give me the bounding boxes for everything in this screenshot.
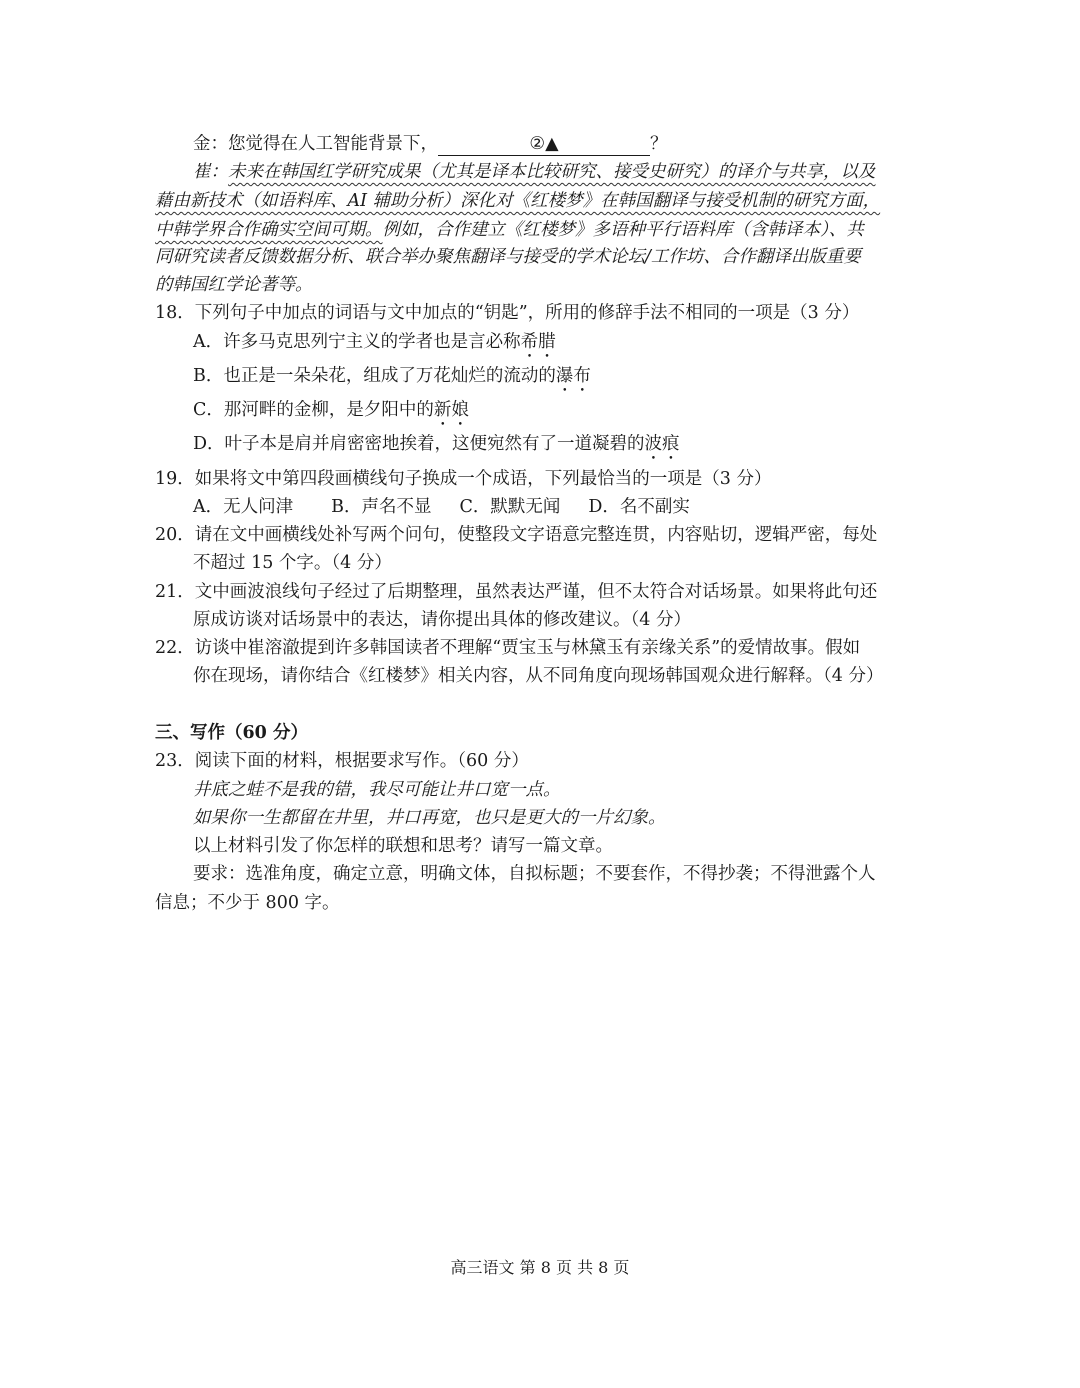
question-21-line-2: 原成访谈对话场景中的表达，请你提出具体的修改建议。（4 分） (193, 610, 691, 630)
question-18-stem: 18．下列句子中加点的词语与文中加点的“钥匙”，所用的修辞手法不相同的一项是（3 分） (155, 303, 860, 323)
question-18-option-c (193, 396, 469, 430)
option-b-text: B．也正是一朵朵花，组成了万花灿烂的流动的 (193, 366, 556, 386)
option-c-dotted-word: 新娘 (433, 400, 469, 420)
blank-marker: ②▲ (529, 134, 559, 154)
question-21-line-1: 21．文中画波浪线句子经过了后期整理，虽然表达严谨，但不太符合对话场景。如果将此句还 (155, 582, 878, 602)
dialogue-jin-line (193, 130, 668, 158)
writing-prompt: 以上材料引发了你怎样的联想和思考？请写一篇文章。 (193, 836, 613, 856)
writing-requirements-2: 信息；不少于 800 字。 (155, 893, 340, 913)
option-b-dotted-word: 瀑布 (555, 366, 591, 386)
option-a-text: A．许多马克思列宁主义的学者也是言必称 (193, 332, 521, 352)
question-20-line-2: 不超过 15 个字。（4 分） (193, 553, 392, 573)
question-19-option-c: C．默默无闻 (459, 497, 561, 517)
wavy-sentence-part-3: 中韩学界合作确实空间可期。 (155, 220, 383, 240)
jin-prefix: 金：您觉得在人工智能背景下， (193, 134, 438, 154)
question-23-stem: 23．阅读下面的材料，根据要求写作。（60 分） (155, 751, 529, 771)
page-footer: 高三语文 第 8 页 共 8 页 (450, 1258, 630, 1277)
dialogue-cui-line-2 (155, 187, 880, 215)
question-22-line-1: 22．访谈中崔溶澈提到许多韩国读者不理解“贾宝玉与林黛玉有亲缘关系”的爱情故事。假如 (155, 638, 861, 658)
option-d-text: D．叶子本是肩并肩密密地挨着，这便宛然有了一道凝碧的 (193, 434, 645, 454)
answer-blank-2 (438, 133, 650, 156)
question-20-line-1: 20．请在文中画横线处补写两个问句，使整段文字语意完整连贯，内容贴切，逻辑严密，每处 (155, 525, 878, 545)
wavy-sentence-part-2: 藉由新技术（如语料库、AI 辅助分析）深化对《红楼梦》在韩国翻译与接受机制的研究方面， (155, 191, 881, 211)
question-19-option-a: A．无人问津 (193, 497, 294, 517)
dialogue-cui-line-1 (193, 158, 876, 186)
question-22-line-2: 你在现场，请你结合《红楼梦》相关内容，从不同角度向现场韩国观众进行解释。（4 分） (193, 666, 884, 686)
cui-line-3-rest: 例如，合作建立《红楼梦》多语种平行语料库（含韩译本）、共 (382, 220, 864, 240)
question-18-option-a (193, 328, 556, 362)
question-19-option-b: B．声名不显 (331, 497, 432, 517)
jin-suffix: ？ (650, 134, 668, 154)
writing-requirements-1: 要求：选准角度，确定立意，明确文体，自拟标题；不要套作，不得抄袭；不得泄露个人 (193, 864, 876, 884)
question-19-option-d: D．名不副实 (588, 497, 690, 517)
dialogue-cui-line-4: 同研究读者反馈数据分析、联合举办聚焦翻译与接受的学术论坛/工作坊、合作翻译出版重要 (155, 247, 861, 267)
writing-material-2: 如果你一生都留在井里，井口再宽，也只是更大的一片幻象。 (193, 808, 666, 828)
question-19-stem: 19．如果将文中第四段画横线句子换成一个成语，下列最恰当的一项是（3 分） (155, 469, 772, 489)
question-19-options (193, 493, 690, 521)
dialogue-cui-line-3 (155, 216, 864, 244)
question-18-option-d (193, 430, 680, 464)
writing-material-1: 井底之蛙不是我的错，我尽可能让井口宽一点。 (193, 780, 561, 800)
option-a-dotted-word: 希腊 (520, 332, 556, 352)
dialogue-cui-line-5: 的韩国红学论著等。 (155, 275, 313, 295)
question-18-option-b (193, 362, 591, 396)
option-c-text: C．那河畔的金柳，是夕阳中的 (193, 400, 434, 420)
wavy-sentence-part-1: 未来在韩国红学研究成果（尤其是译本比较研究、接受史研究）的译介与共享，以及 (228, 162, 876, 182)
cui-prefix: 崔： (193, 162, 228, 182)
section-title-writing: 三、写作（60 分） (155, 723, 308, 743)
option-d-dotted-word: 波痕 (644, 434, 680, 454)
